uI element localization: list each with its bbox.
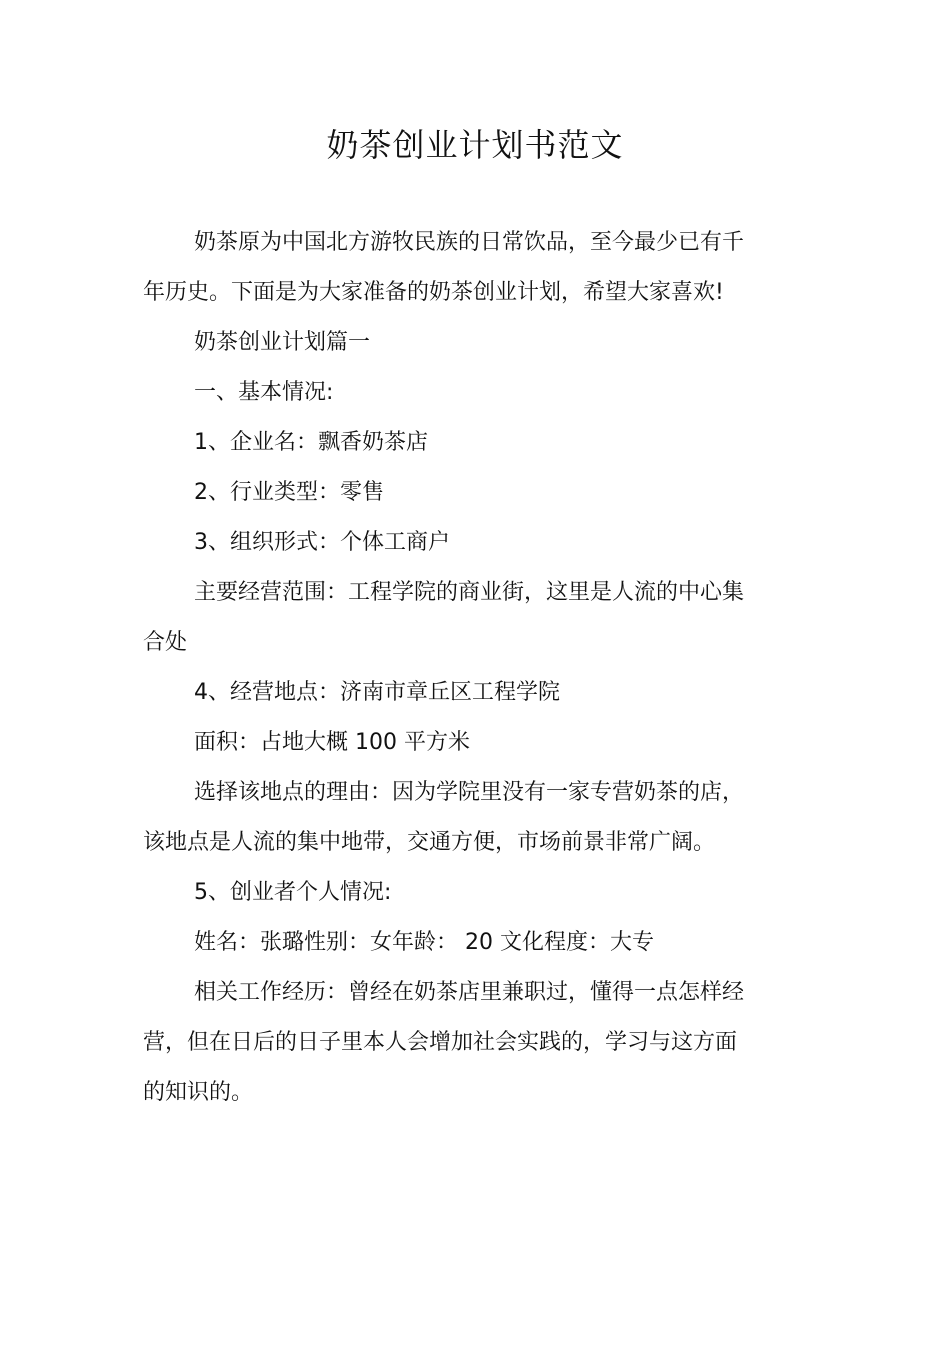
document-title: 奶茶创业计划书范文 — [326, 126, 624, 164]
intro-paragraph: 奶茶原为中国北方游牧民族的日常饮品，至今最少已有千年历史。下面是为大家准备的奶茶创业计划，希望大家喜欢! — [143, 230, 745, 305]
business-location-item: 4、经营地点：济南市章丘区工程学院 — [194, 680, 560, 705]
founder-details-item: 姓名：张璐性别：女年龄： 20 文化程度：大专 — [194, 930, 654, 955]
company-name-item: 1、企业名：飘香奶茶店 — [194, 430, 428, 455]
business-scope-paragraph: 主要经营范围：工程学院的商业街，这里是人流的中心集合处 — [143, 580, 745, 655]
founder-info-heading: 5、创业者个人情况: — [194, 880, 392, 905]
organization-form-item: 3、组织形式：个体工商户 — [194, 530, 450, 555]
location-reason-paragraph: 选择该地点的理由：因为学院里没有一家专营奶茶的店，该地点是人流的集中地带，交通方便，市场前景非常广阔。 — [143, 780, 745, 855]
work-experience-paragraph: 相关工作经历：曾经在奶茶店里兼职过，懂得一点怎样经营，但在日后的日子里本人会增加社会实践的，学习与这方面的知识的。 — [143, 980, 745, 1105]
subsection-heading: 一、基本情况: — [194, 380, 334, 405]
industry-type-item: 2、行业类型：零售 — [194, 480, 384, 505]
section-heading: 奶茶创业计划篇一 — [194, 330, 371, 355]
area-item: 面积：占地大概 100 平方米 — [194, 730, 470, 755]
document-body — [143, 218, 753, 1118]
